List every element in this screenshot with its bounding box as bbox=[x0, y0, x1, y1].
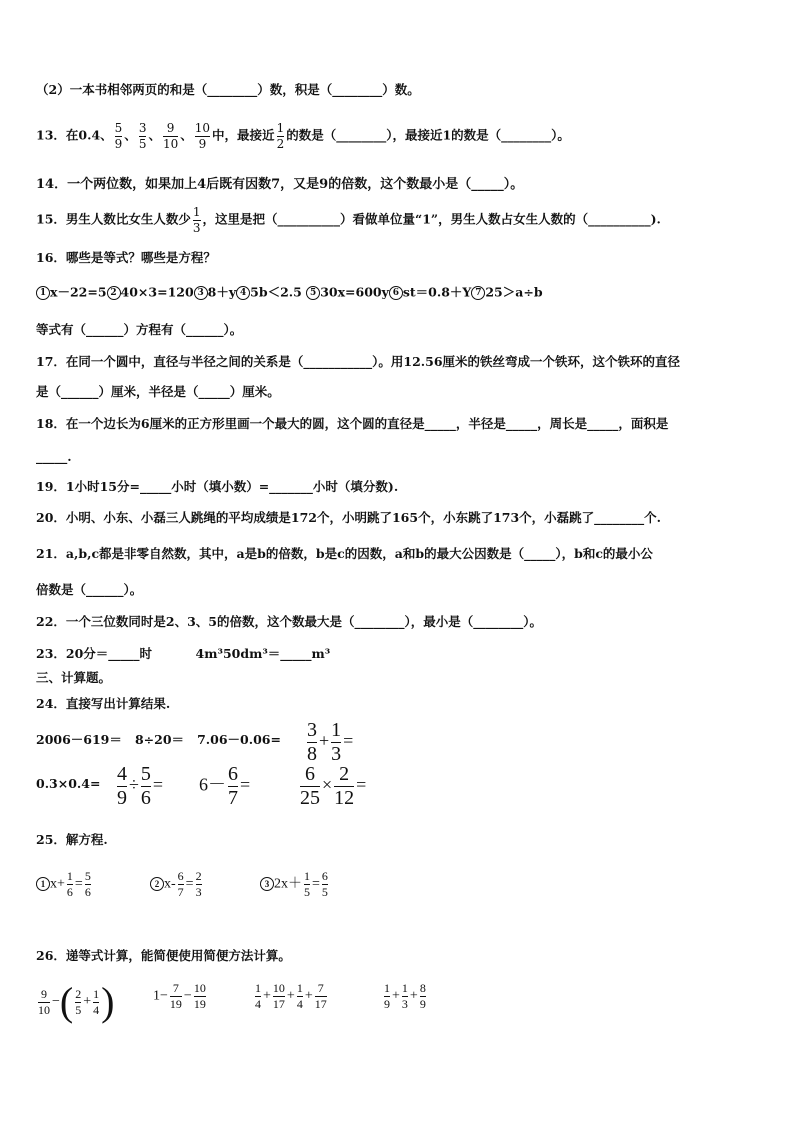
calc-fraction-divide: $\frac{4}{9}$ ÷ $\frac{5}{6}$ = bbox=[117, 763, 164, 809]
fraction: $\frac{6}{7}$ bbox=[228, 763, 238, 809]
fraction: $\frac{7}{19}$ bbox=[169, 981, 182, 1011]
calc-fraction-subtract: 6－ $\frac{6}{7}$ = bbox=[199, 763, 251, 809]
circled-number-6: 6 bbox=[389, 286, 403, 300]
circled-number-5: 5 bbox=[306, 286, 320, 300]
question-16-answer: 等式有（______）方程有（______）。 bbox=[36, 322, 243, 337]
circled-number-3: 3 bbox=[194, 286, 208, 300]
question-12-2: （2）一本书相邻两页的和是（________）数，积是（________）数。 bbox=[36, 82, 420, 97]
fraction: $\frac{10}{17}$ bbox=[272, 981, 285, 1011]
circled-number-7: 7 bbox=[471, 286, 485, 300]
circled-number-1: 1 bbox=[36, 877, 50, 891]
circled-number-3: 3 bbox=[260, 877, 274, 891]
question-17-line-2: 是（______）厘米，半径是（_____）厘米。 bbox=[36, 384, 280, 399]
fraction: $\frac{3}{5}$ bbox=[138, 121, 147, 151]
fraction: $\frac{9}{10}$ bbox=[38, 986, 50, 1017]
calc-fraction-sum: $\frac{3}{8}$ + $\frac{1}{3}$ = bbox=[307, 719, 354, 765]
fraction: $\frac{1}{5}$ bbox=[304, 869, 310, 899]
expression-4: $\frac{1}{9}$ + $\frac{1}{3}$ + $\frac{8}{9}$ bbox=[384, 981, 426, 1011]
fraction: $\frac{1}{2}$ bbox=[276, 121, 285, 151]
fraction: $\frac{2}{3}$ bbox=[195, 869, 202, 899]
question-18-line-1: 18．在一个边长为6厘米的正方形里画一个最大的圆，这个圆的直径是_____，半径是_____，周长是_____，面积是 bbox=[36, 416, 669, 431]
question-16-items: 1 x－22=5 2 40×3=120 3 8＋y 4 5b＜2.5 5 30x=600y 6 st＝0.8＋Y 7 25＞a÷b bbox=[36, 286, 543, 300]
question-21-line-2: 倍数是（______）。 bbox=[36, 582, 143, 597]
fraction: $\frac{1}{4}$ bbox=[93, 986, 100, 1017]
expression-2: 1− $\frac{7}{19}$ − $\frac{10}{19}$ bbox=[153, 981, 206, 1011]
fraction: $\frac{6}{25}$ bbox=[300, 763, 320, 809]
fraction: $\frac{7}{17}$ bbox=[314, 981, 327, 1011]
section-3-title: 三、计算题。 bbox=[36, 670, 112, 685]
fraction: $\frac{5}{6}$ bbox=[140, 763, 151, 809]
fraction: $\frac{1}{4}$ bbox=[255, 981, 261, 1011]
fraction: $\frac{6}{5}$ bbox=[321, 869, 328, 899]
circled-number-1: 1 bbox=[36, 286, 50, 300]
circled-number-4: 4 bbox=[236, 286, 250, 300]
equation-3: 3 2x＋ $\frac{1}{5}$ = $\frac{6}{5}$ bbox=[260, 870, 330, 898]
fraction: $\frac{2}{12}$ bbox=[334, 763, 355, 809]
question-16: 16．哪些是等式？哪些是方程？ bbox=[36, 250, 216, 265]
fraction: $\frac{10}{9}$ bbox=[194, 121, 211, 151]
fraction: $\frac{1}{4}$ bbox=[296, 981, 303, 1011]
question-14: 14．一个两位数，如果加上4后既有因数7，又是9的倍数，这个数最小是（_____）。 bbox=[36, 177, 524, 192]
fraction: $\frac{2}{5}$ bbox=[75, 986, 82, 1017]
calc-row-2: 0.3×0.4= bbox=[36, 776, 101, 791]
fraction: $\frac{6}{7}$ bbox=[177, 869, 184, 899]
fraction: $\frac{5}{6}$ bbox=[84, 869, 91, 899]
question-26: 26．递等式计算，能简便使用简便方法计算。 bbox=[36, 948, 291, 963]
question-20: 20．小明、小东、小磊三人跳绳的平均成绩是172个，小明跳了165个，小东跳了173个，小磊跳了________个. bbox=[36, 510, 662, 525]
question-13: 13．在0.4、 $\frac{5}{9}$ 、 $\frac{3}{5}$ 、 $\frac{9}{10}$ 、 $\frac{10}{9}$ 中，最接近 $\frac{1}{2}$ 的数是（________），最接近1的数是（________）。 bbox=[36, 121, 570, 151]
fraction: $\frac{1}{3}$ bbox=[331, 719, 342, 765]
question-23: 23．20分＝_____时 4m³50dm³＝_____m³ bbox=[36, 646, 331, 661]
question-22: 22．一个三位数同时是2、3、5的倍数，这个数最大是（________），最小是（________）。 bbox=[36, 614, 542, 629]
question-18-line-2: _____. bbox=[36, 449, 72, 464]
equation-2: 2 x- $\frac{6}{7}$ = $\frac{2}{3}$ bbox=[150, 870, 204, 898]
fraction: $\frac{10}{19}$ bbox=[193, 981, 206, 1011]
question-17-line-1: 17．在同一个圆中，直径与半径之间的关系是（___________）。用12.56厘米的铁丝弯成一个铁环，这个铁环的直径 bbox=[36, 354, 681, 369]
question-24: 24．直接写出计算结果. bbox=[36, 696, 171, 711]
fraction: $\frac{1}{3}$ bbox=[401, 981, 408, 1011]
fraction: $\frac{1}{6}$ bbox=[66, 869, 73, 899]
fraction: $\frac{8}{9}$ bbox=[419, 981, 426, 1011]
fraction: $\frac{1}{9}$ bbox=[384, 981, 390, 1011]
calc-row-1: 2006－619＝ 8÷20＝ 7.06－0.06= bbox=[36, 732, 281, 747]
fraction: $\frac{1}{3}$ bbox=[192, 205, 201, 235]
question-21-line-1: 21．a,b,c都是非零自然数，其中，a是b的倍数，b是c的因数，a和b的最大公因数是（_____），b和c的最小公 bbox=[36, 546, 653, 561]
fraction: $\frac{5}{9}$ bbox=[114, 121, 123, 151]
circled-number-2: 2 bbox=[150, 877, 164, 891]
expression-1: $\frac{9}{10}$ −( $\frac{2}{5}$ + $\frac{1}{4}$ ) bbox=[38, 979, 115, 1024]
question-19: 19．1小时15分=_____小时（填小数）=_______小时（填分数). bbox=[36, 479, 399, 494]
question-25: 25．解方程. bbox=[36, 832, 108, 847]
fraction: $\frac{9}{10}$ bbox=[162, 121, 179, 151]
fraction: $\frac{4}{9}$ bbox=[117, 763, 127, 809]
fraction: $\frac{3}{8}$ bbox=[307, 719, 317, 765]
expression-3: $\frac{1}{4}$ + $\frac{10}{17}$ + $\frac{1}{4}$ + $\frac{7}{17}$ bbox=[255, 981, 327, 1011]
question-15: 15．男生人数比女生人数少 $\frac{1}{3}$ ，这里是把（__________）看做单位量“1”，男生人数占女生人数的（__________). bbox=[36, 205, 661, 235]
equation-1: 1 x+ $\frac{1}{6}$ = $\frac{5}{6}$ bbox=[36, 870, 93, 898]
circled-number-2: 2 bbox=[107, 286, 121, 300]
calc-fraction-multiply: $\frac{6}{25}$ × $\frac{2}{12}$ = bbox=[300, 763, 367, 809]
